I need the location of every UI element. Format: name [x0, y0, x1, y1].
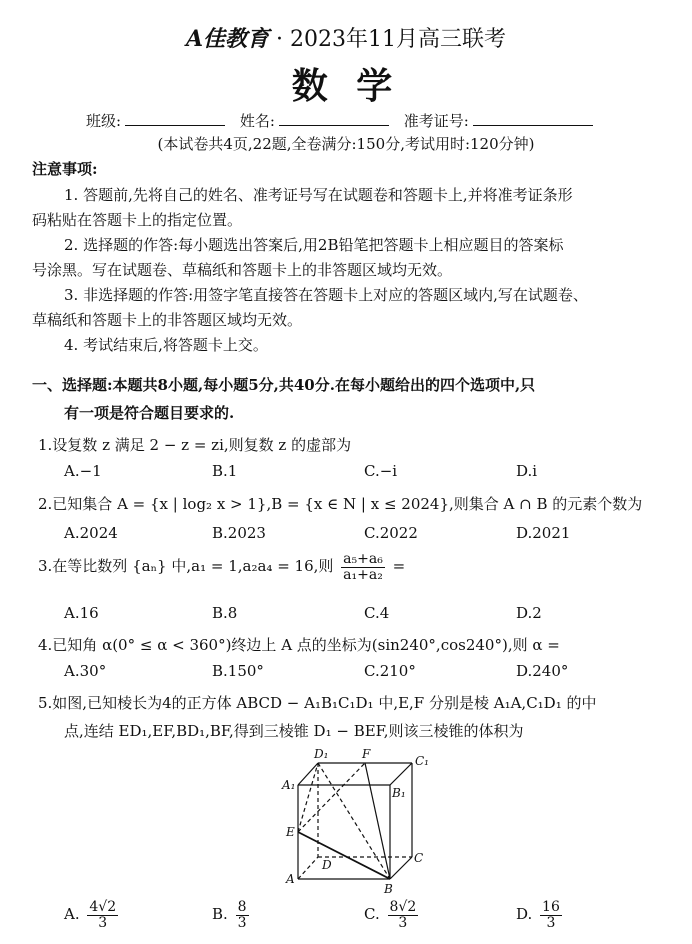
- cube-figure: [270, 745, 440, 895]
- q5-option-a-num: 4√2: [89, 899, 117, 915]
- section-heading: 一、选择题:本题共8小题,每小题5分,共40分.在每小题给出的四个选项中,只: [32, 376, 536, 394]
- q3-option-d: D.2: [516, 604, 542, 622]
- note-line: 2. 选择题的作答:每小题选出答案后,用2B铅笔把答题卡上相应题目的答案标: [64, 236, 564, 254]
- q5-option-c-letter: C.: [364, 905, 380, 924]
- q3-stem-text: 3.在等比数列 {aₙ} 中,a₁ = 1,a₂a₄ = 16,则: [38, 557, 334, 576]
- id-label: 准考证号:: [403, 112, 469, 130]
- q2-option-c: C.2022: [364, 524, 418, 542]
- label-b1: B₁: [392, 786, 406, 800]
- q2-option-b: B.2023: [212, 524, 266, 542]
- question-4-stem: 4.已知角 α(0° ≤ α < 360°)终边上 A 点的坐标为(sin240°,cos240°),则 α =: [38, 636, 560, 654]
- brand-name: A佳教育: [185, 26, 270, 52]
- q4-option-b: B.150°: [212, 662, 264, 680]
- q3-fraction-numerator: a₅+a₆: [343, 551, 383, 567]
- edge-a-d: [298, 857, 318, 879]
- exam-info: (本试卷共4页,22题,全卷满分:150分,考试用时:120分钟): [157, 135, 535, 153]
- label-a1: A₁: [282, 778, 296, 792]
- q5-option-a-fraction: [87, 900, 118, 930]
- q5-option-a-den: 3: [98, 914, 108, 931]
- id-blank: [473, 123, 593, 126]
- note-line: 3. 非选择题的作答:用签字笔直接答在答题卡上对应的答题区域内,写在试题卷、: [64, 286, 588, 304]
- q3-option-c: C.4: [364, 604, 390, 622]
- q5-option-d-den: 3: [546, 914, 556, 931]
- q3-option-a: A.16: [64, 604, 99, 622]
- q5-option-c-fraction: [388, 900, 419, 930]
- q2-option-d: D.2021: [516, 524, 571, 542]
- label-d: D: [322, 858, 332, 872]
- q3-fraction-denominator: a₁+a₂: [343, 566, 383, 583]
- q4-option-a: A.30°: [64, 662, 107, 680]
- question-2-stem: 2.已知集合 A = {x | log₂ x > 1},B = {x ∈ N | x ≤ 2024},则集合 A ∩ B 的元素个数为: [38, 495, 643, 513]
- q5-option-a: [64, 900, 121, 930]
- q5-option-d-letter: D.: [516, 905, 533, 924]
- q5-option-c: [364, 900, 421, 930]
- q4-option-d: D.240°: [516, 662, 569, 680]
- student-fields: [86, 110, 597, 131]
- notes-title: 注意事项:: [32, 160, 98, 178]
- q5-option-b-den: 3: [237, 914, 247, 931]
- label-f: F: [362, 747, 371, 761]
- subject-title: 数 学: [291, 65, 401, 107]
- edge-b1-c1: [390, 763, 412, 785]
- q3-option-b: B.8: [212, 604, 238, 622]
- question-5-stem: 5.如图,已知棱长为4的正方体 ABCD − A₁B₁C₁D₁ 中,E,F 分别是棱 A₁A,C₁D₁ 的中: [38, 694, 597, 712]
- q5-option-d: [516, 900, 565, 930]
- edge-b-c: [390, 857, 412, 879]
- label-a: A: [286, 872, 295, 886]
- label-b: B: [384, 882, 393, 895]
- q5-option-d-fraction: [540, 900, 562, 930]
- label-c: C: [414, 851, 424, 865]
- q5-option-b-fraction: [236, 900, 249, 930]
- edge-a1-d1: [298, 763, 318, 785]
- segment-b-f: [365, 763, 390, 879]
- q5-option-b-num: 8: [237, 899, 247, 915]
- q1-option-d: D.i: [516, 462, 538, 480]
- q3-fraction: [341, 552, 385, 582]
- note-line: 码粘贴在答题卡上的指定位置。: [32, 211, 243, 229]
- q4-option-c: C.210°: [364, 662, 416, 680]
- class-label: 班级:: [86, 112, 122, 130]
- note-line: 草稿纸和答题卡上的非答题区域均无效。: [32, 311, 303, 329]
- q5-option-d-num: 16: [542, 899, 560, 915]
- note-line: 4. 考试结束后,将答题卡上交。: [64, 336, 268, 354]
- q2-option-a: A.2024: [64, 524, 118, 542]
- q5-option-c-den: 3: [398, 914, 408, 931]
- label-c1: C₁: [415, 754, 429, 768]
- q5-option-b: [212, 900, 252, 930]
- q5-option-a-letter: A.: [64, 905, 80, 924]
- question-5-stem-cont: 点,连结 ED₁,EF,BD₁,BF,得到三棱锥 D₁ − BEF,则该三棱锥的体积为: [64, 722, 524, 740]
- exam-header: [0, 22, 692, 53]
- q5-option-c-num: 8√2: [389, 899, 417, 915]
- exam-title: · 2023年11月高三联考: [276, 27, 507, 52]
- section-heading-cont: 有一项是符合题目要求的.: [64, 404, 235, 422]
- q3-stem-equals: =: [392, 557, 406, 576]
- question-1-stem: 1.设复数 z 满足 2 − z = zi,则复数 z 的虚部为: [38, 436, 352, 454]
- name-blank: [279, 123, 389, 126]
- question-3-stem: [38, 552, 405, 582]
- name-label: 姓名:: [239, 112, 275, 130]
- q1-option-a: A.−1: [64, 462, 102, 480]
- segment-e-b: [298, 832, 390, 879]
- label-e: E: [286, 825, 295, 839]
- note-line: 号涂黑。写在试题卷、草稿纸和答题卡上的非答题区域均无效。: [32, 261, 453, 279]
- q1-option-c: C.−i: [364, 462, 398, 480]
- q5-option-b-letter: B.: [212, 905, 228, 924]
- class-blank: [125, 123, 225, 126]
- q1-option-b: B.1: [212, 462, 238, 480]
- label-d1: D₁: [314, 747, 329, 761]
- note-line: 1. 答题前,先将自己的姓名、准考证号写在试题卷和答题卡上,并将准考证条形: [64, 186, 573, 204]
